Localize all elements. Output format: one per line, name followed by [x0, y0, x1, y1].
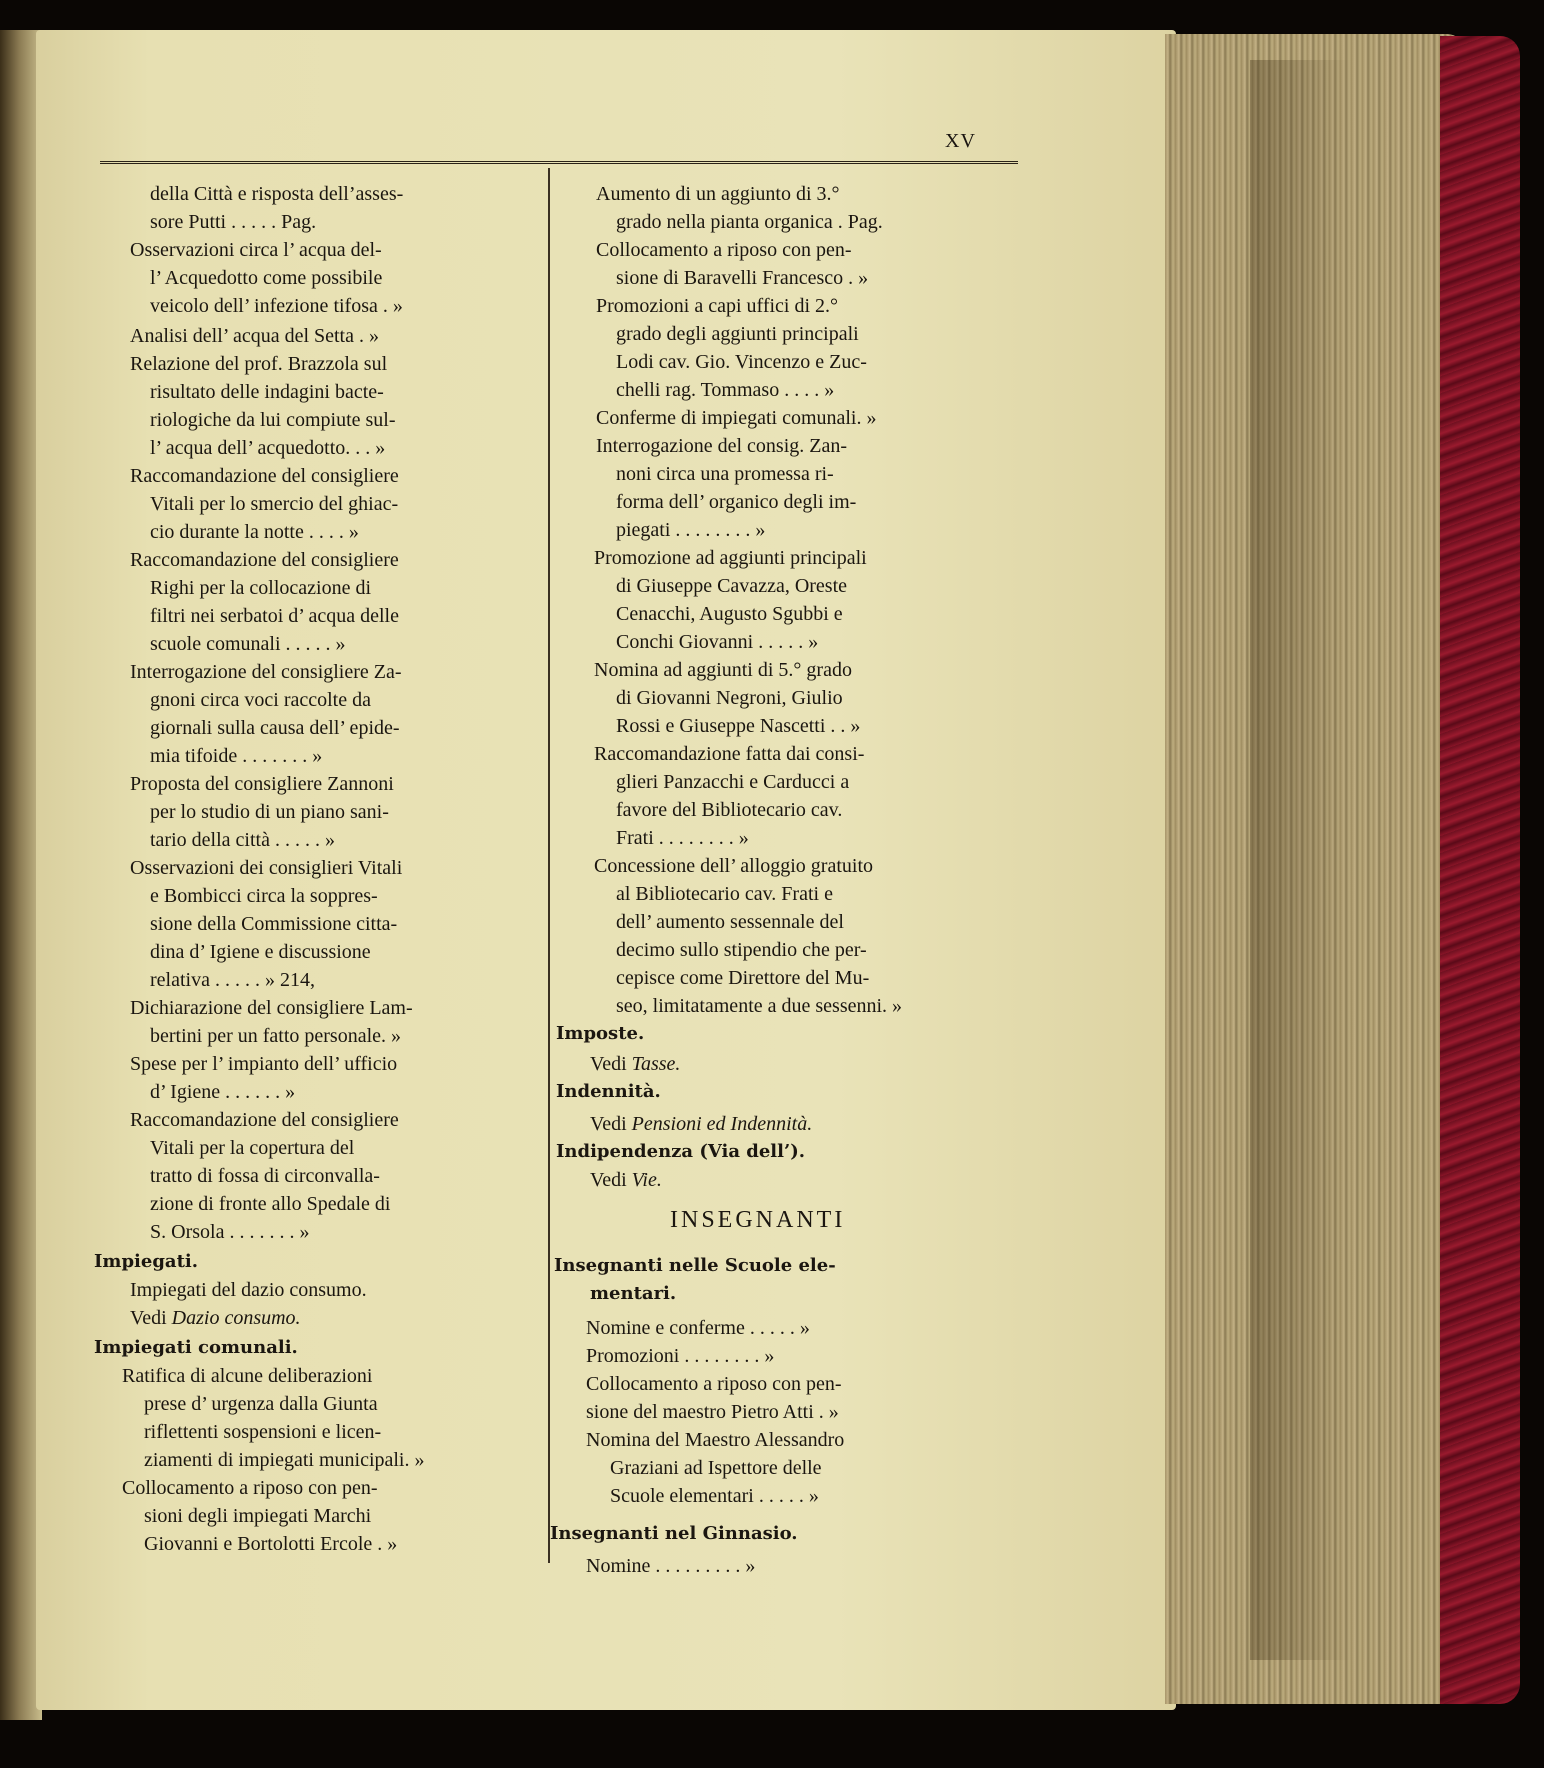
cross-reference: Vie.	[631, 1169, 662, 1191]
index-entry: Vitali per la copertura del	[150, 1137, 355, 1159]
index-entry: l’ acqua dell’ acquedotto. . . »	[150, 437, 386, 459]
index-entry: giornali sulla causa dell’ epide-	[150, 717, 400, 739]
index-entry: cio durante la notte . . . . »	[150, 521, 359, 543]
index-entry: Vedi Vie.	[590, 1169, 662, 1191]
index-entry: Relazione del prof. Brazzola sul	[130, 353, 388, 375]
cross-reference: Dazio consumo.	[171, 1307, 301, 1329]
index-entry: favore del Bibliotecario cav.	[616, 799, 843, 821]
index-entry: Spese per l’ impianto dell’ ufficio	[130, 1053, 398, 1075]
index-entry: sione di Baravelli Francesco . »	[616, 267, 869, 289]
index-entry: Promozioni a capi uffici di 2.°	[596, 295, 839, 317]
index-entry: noni circa una promessa ri-	[616, 463, 834, 485]
index-entry: scuole comunali . . . . . »	[150, 633, 346, 655]
index-entry: Conchi Giovanni . . . . . »	[616, 631, 819, 653]
index-entry: sioni degli impiegati Marchi	[144, 1505, 372, 1527]
index-entry: Giovanni e Bortolotti Ercole . »	[144, 1533, 398, 1555]
index-entry: d’ Igiene . . . . . . »	[150, 1081, 296, 1103]
index-entry: Collocamento a riposo con pen-	[596, 239, 852, 261]
index-entry: sione della Commissione citta-	[150, 913, 398, 935]
index-entry: Promozioni . . . . . . . . »	[586, 1345, 775, 1367]
index-entry: Vedi Pensioni ed Indennità.	[590, 1113, 813, 1135]
index-entry: relativa . . . . . » 214,	[150, 969, 315, 991]
index-entry: mia tifoide . . . . . . . »	[150, 745, 323, 767]
index-entry: Collocamento a riposo con pen-	[122, 1477, 378, 1499]
index-entry: dina d’ Igiene e discussione	[150, 941, 371, 963]
index-entry: riologiche da lui compiute sul-	[150, 409, 396, 431]
index-entry: Proposta del consigliere Zannoni	[130, 773, 394, 795]
index-entry: prese d’ urgenza dalla Giunta	[144, 1393, 378, 1415]
index-entry: seo, limitatamente a due sessenni. »	[616, 995, 903, 1017]
index-entry: Righi per la collocazione di	[150, 577, 372, 599]
index-entry: Nomina ad aggiunti di 5.° grado	[594, 659, 852, 681]
index-heading: Indennità.	[556, 1081, 661, 1102]
index-entry: Nomina del Maestro Alessandro	[586, 1429, 845, 1451]
index-entry: zione di fronte allo Spedale di	[150, 1193, 391, 1215]
index-entry: Scuole elementari . . . . . »	[610, 1485, 819, 1507]
index-entry: Interrogazione del consigliere Za-	[130, 661, 402, 683]
index-heading: mentari.	[590, 1283, 677, 1304]
index-entry: Analisi dell’ acqua del Setta . »	[130, 325, 379, 347]
index-heading: Impiegati.	[94, 1251, 199, 1272]
index-entry: filtri nei serbatoi d’ acqua delle	[150, 605, 399, 627]
index-entry: decimo sullo stipendio che per-	[616, 939, 867, 961]
index-entry: Rossi e Giuseppe Nascetti . . »	[616, 715, 861, 737]
book-cover	[1440, 36, 1520, 1704]
index-heading: Insegnanti nel Ginnasio.	[550, 1523, 798, 1544]
index-entry: Raccomandazione fatta dai consi-	[594, 743, 865, 765]
index-entry: riflettenti sospensioni e licen-	[144, 1421, 382, 1443]
index-entry: Cenacchi, Augusto Sgubbi e	[616, 603, 843, 625]
index-entry: della Città e risposta dell’asses-	[150, 183, 404, 205]
index-heading: Impiegati comunali.	[94, 1337, 298, 1358]
index-entry: sione del maestro Pietro Atti . »	[586, 1401, 839, 1423]
index-entry: per lo studio di un piano sani-	[150, 801, 389, 823]
index-entry: Aumento di un aggiunto di 3.°	[596, 183, 840, 205]
index-entry: grado degli aggiunti principali	[616, 323, 859, 345]
index-entry: tratto di fossa di circonvalla-	[150, 1165, 380, 1187]
index-entry: Promozione ad aggiunti principali	[594, 547, 867, 569]
index-entry: S. Orsola . . . . . . . »	[150, 1221, 310, 1243]
index-entry: Graziani ad Ispettore delle	[610, 1457, 822, 1479]
index-entry: Frati . . . . . . . . »	[616, 827, 749, 849]
index-heading: Indipendenza (Via dell’).	[556, 1141, 806, 1162]
index-entry: Osservazioni dei consiglieri Vitali	[130, 857, 403, 879]
index-entry: e Bombicci circa la soppres-	[150, 885, 378, 907]
index-entry: ziamenti di impiegati municipali. »	[144, 1449, 425, 1471]
index-entry: Osservazioni circa l’ acqua del-	[130, 239, 382, 261]
index-entry: Concessione dell’ alloggio gratuito	[594, 855, 874, 877]
index-entry: Nomine e conferme . . . . . »	[586, 1317, 810, 1339]
index-entry: Impiegati del dazio consumo.	[130, 1279, 367, 1301]
index-entry: Ratifica di alcune deliberazioni	[122, 1365, 373, 1387]
index-entry: l’ Acquedotto come possibile	[150, 267, 383, 289]
index-entry: di Giuseppe Cavazza, Oreste	[616, 575, 848, 597]
index-entry: sore Putti . . . . . Pag.	[150, 211, 317, 233]
index-entry: bertini per un fatto personale. »	[150, 1025, 402, 1047]
index-entry: Dichiarazione del consigliere Lam-	[130, 997, 413, 1019]
header-rule	[100, 161, 1018, 168]
index-entry: Raccomandazione del consigliere	[130, 549, 399, 571]
index-entry: Lodi cav. Gio. Vincenzo e Zuc-	[616, 351, 867, 373]
index-entry: Vitali per lo smercio del ghiac-	[150, 493, 399, 515]
column-divider	[548, 168, 550, 1563]
index-heading: Imposte.	[556, 1023, 645, 1044]
index-entry: Vedi Dazio consumo.	[130, 1307, 301, 1329]
index-entry: tario della città . . . . . »	[150, 829, 335, 851]
index-entry: piegati . . . . . . . . »	[616, 519, 766, 541]
index-entry: dell’ aumento sessennale del	[616, 911, 844, 933]
index-entry: Conferme di impiegati comunali. »	[596, 407, 877, 429]
index-entry: veicolo dell’ infezione tifosa . »	[150, 295, 403, 317]
index-entry: di Giovanni Negroni, Giulio	[616, 687, 843, 709]
index-entry: Vedi Tasse.	[590, 1053, 681, 1075]
index-entry: Raccomandazione del consigliere	[130, 1109, 399, 1131]
cross-reference: Tasse.	[631, 1053, 681, 1075]
section-title: INSEGNANTI	[670, 1207, 846, 1233]
cross-reference: Pensioni ed Indennità.	[631, 1113, 813, 1135]
index-entry: Collocamento a riposo con pen-	[586, 1373, 842, 1395]
index-heading: Insegnanti nelle Scuole ele-	[554, 1255, 836, 1276]
page-edges-shade	[1250, 60, 1420, 1660]
index-entry: glieri Panzacchi e Carducci a	[616, 771, 850, 793]
index-entry: gnoni circa voci raccolte da	[150, 689, 371, 711]
index-entry: grado nella pianta organica . Pag.	[616, 211, 883, 233]
index-entry: Raccomandazione del consigliere	[130, 465, 399, 487]
index-entry: Interrogazione del consig. Zan-	[596, 435, 848, 457]
page-number: XV	[945, 130, 976, 152]
index-entry: cepisce come Direttore del Mu-	[616, 967, 870, 989]
index-entry: chelli rag. Tommaso . . . . »	[616, 379, 835, 401]
index-entry: risultato delle indagini bacte-	[150, 381, 384, 403]
index-entry: Nomine . . . . . . . . . »	[586, 1555, 756, 1577]
index-entry: forma dell’ organico degli im-	[616, 491, 857, 513]
index-entry: al Bibliotecario cav. Frati e	[616, 883, 833, 905]
